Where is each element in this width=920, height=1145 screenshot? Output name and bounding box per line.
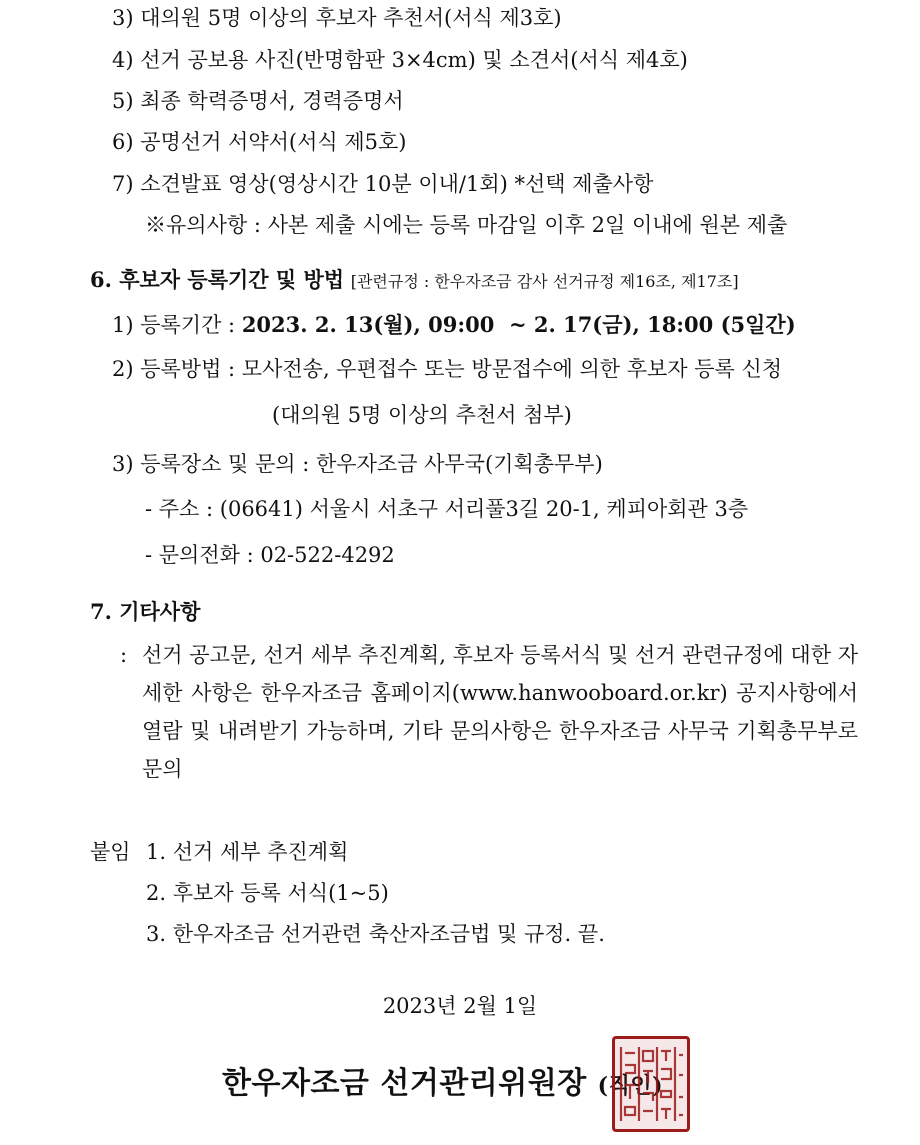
seal-pattern: [615, 1039, 687, 1129]
attachment-item: 2. 후보자 등록 서식(1~5): [146, 881, 389, 905]
section-7-title: 7. 기타사항: [90, 599, 201, 624]
attachment-item: 1. 선거 세부 추진계획: [146, 840, 349, 864]
seal-label: (직인): [597, 1073, 663, 1099]
item-3: 3) 대의원 5명 이상의 후보자 추천서(서식 제3호): [112, 6, 562, 30]
attachment-item: 3. 한우자조금 선거관련 축산자조금법 및 규정. 끝.: [146, 922, 605, 946]
section-7-colon: :: [120, 643, 128, 667]
phone: - 문의전화 : 02-522-4292: [145, 543, 395, 567]
signer-line: [222, 1058, 663, 1102]
section-6-heading: [90, 266, 739, 296]
section-6-title: 6. 후보자 등록기간 및 방법: [90, 267, 345, 292]
registration-period: [112, 311, 796, 339]
registration-period-label: 1) 등록기간 :: [112, 313, 242, 337]
section-7-body: 선거 공고문, 선거 세부 추진계획, 후보자 등록서식 및 선거 관련규정에 대한 자세한 사항은 한우자조금 홈페이지(www.hanwooboard.or.kr) 공지사항에서 열람 및 내려받기 가능하며, 기타 문의사항은 한우자조금 사무국 기획총무부로 문의: [142, 643, 858, 781]
official-seal-image: [612, 1036, 690, 1132]
signer-name: 한우자조금 선거관리위원장: [222, 1066, 587, 1101]
registration-method-note: (대의원 5명 이상의 추천서 첨부): [272, 403, 572, 427]
notice: ※유의사항 : 사본 제출 시에는 등록 마감일 이후 2일 이내에 원본 제출: [145, 213, 788, 237]
item-7: 7) 소견발표 영상(영상시간 10분 이내/1회) *선택 제출사항: [112, 172, 654, 196]
section-6-reference: [관련규정 : 한우자조금 감사 선거규정 제16조, 제17조]: [350, 272, 739, 291]
document-date: 2023년 2월 1일: [382, 994, 538, 1018]
item-4: 4) 선거 공보용 사진(반명함판 3×4cm) 및 소견서(서식 제4호): [112, 48, 688, 72]
registration-place: 3) 등록장소 및 문의 : 한우자조금 사무국(기획총무부): [112, 452, 603, 476]
item-6: 6) 공명선거 서약서(서식 제5호): [112, 130, 407, 154]
address: - 주소 : (06641) 서울시 서초구 서리풀3길 20-1, 케피아회관 3층: [145, 497, 749, 521]
attachments-label: 붙임: [90, 840, 131, 864]
item-5: 5) 최종 학력증명서, 경력증명서: [112, 89, 404, 113]
registration-period-value: 2023. 2. 13(월), 09:00 ~ 2. 17(금), 18:00 (5일간): [241, 312, 796, 337]
registration-method: 2) 등록방법 : 모사전송, 우편접수 또는 방문접수에 의한 후보자 등록 신청: [112, 357, 783, 381]
